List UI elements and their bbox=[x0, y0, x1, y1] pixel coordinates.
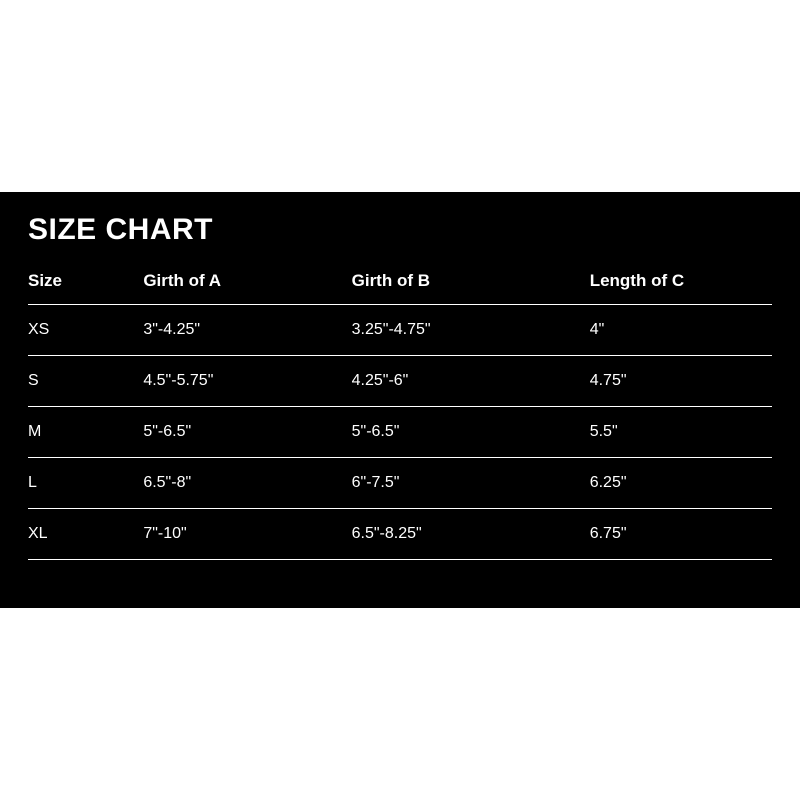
cell-size: L bbox=[28, 458, 143, 509]
table-row bbox=[28, 305, 772, 356]
cell-girth-a: 7"-10" bbox=[143, 509, 351, 560]
cell-size: M bbox=[28, 407, 143, 458]
table-header-row bbox=[28, 264, 772, 305]
size-chart-panel bbox=[0, 192, 800, 608]
cell-length-c: 6.75" bbox=[590, 509, 772, 560]
cell-girth-b: 4.25"-6" bbox=[352, 356, 590, 407]
cell-girth-a: 5"-6.5" bbox=[143, 407, 351, 458]
cell-girth-a: 6.5"-8" bbox=[143, 458, 351, 509]
size-chart-table bbox=[28, 264, 772, 560]
cell-size: XL bbox=[28, 509, 143, 560]
page-title: SIZE CHART bbox=[28, 213, 213, 246]
column-header-girth-b: Girth of B bbox=[352, 264, 590, 305]
column-header-length-c: Length of C bbox=[590, 264, 772, 305]
table-row bbox=[28, 458, 772, 509]
cell-length-c: 4.75" bbox=[590, 356, 772, 407]
cell-girth-b: 3.25"-4.75" bbox=[352, 305, 590, 356]
cell-size: XS bbox=[28, 305, 143, 356]
column-header-size: Size bbox=[28, 264, 143, 305]
column-header-girth-a: Girth of A bbox=[143, 264, 351, 305]
cell-girth-b: 6"-7.5" bbox=[352, 458, 590, 509]
table-row bbox=[28, 509, 772, 560]
cell-girth-a: 4.5"-5.75" bbox=[143, 356, 351, 407]
cell-girth-b: 6.5"-8.25" bbox=[352, 509, 590, 560]
table-row bbox=[28, 356, 772, 407]
cell-length-c: 5.5" bbox=[590, 407, 772, 458]
cell-girth-a: 3"-4.25" bbox=[143, 305, 351, 356]
cell-girth-b: 5"-6.5" bbox=[352, 407, 590, 458]
cell-length-c: 4" bbox=[590, 305, 772, 356]
cell-length-c: 6.25" bbox=[590, 458, 772, 509]
table-row bbox=[28, 407, 772, 458]
cell-size: S bbox=[28, 356, 143, 407]
